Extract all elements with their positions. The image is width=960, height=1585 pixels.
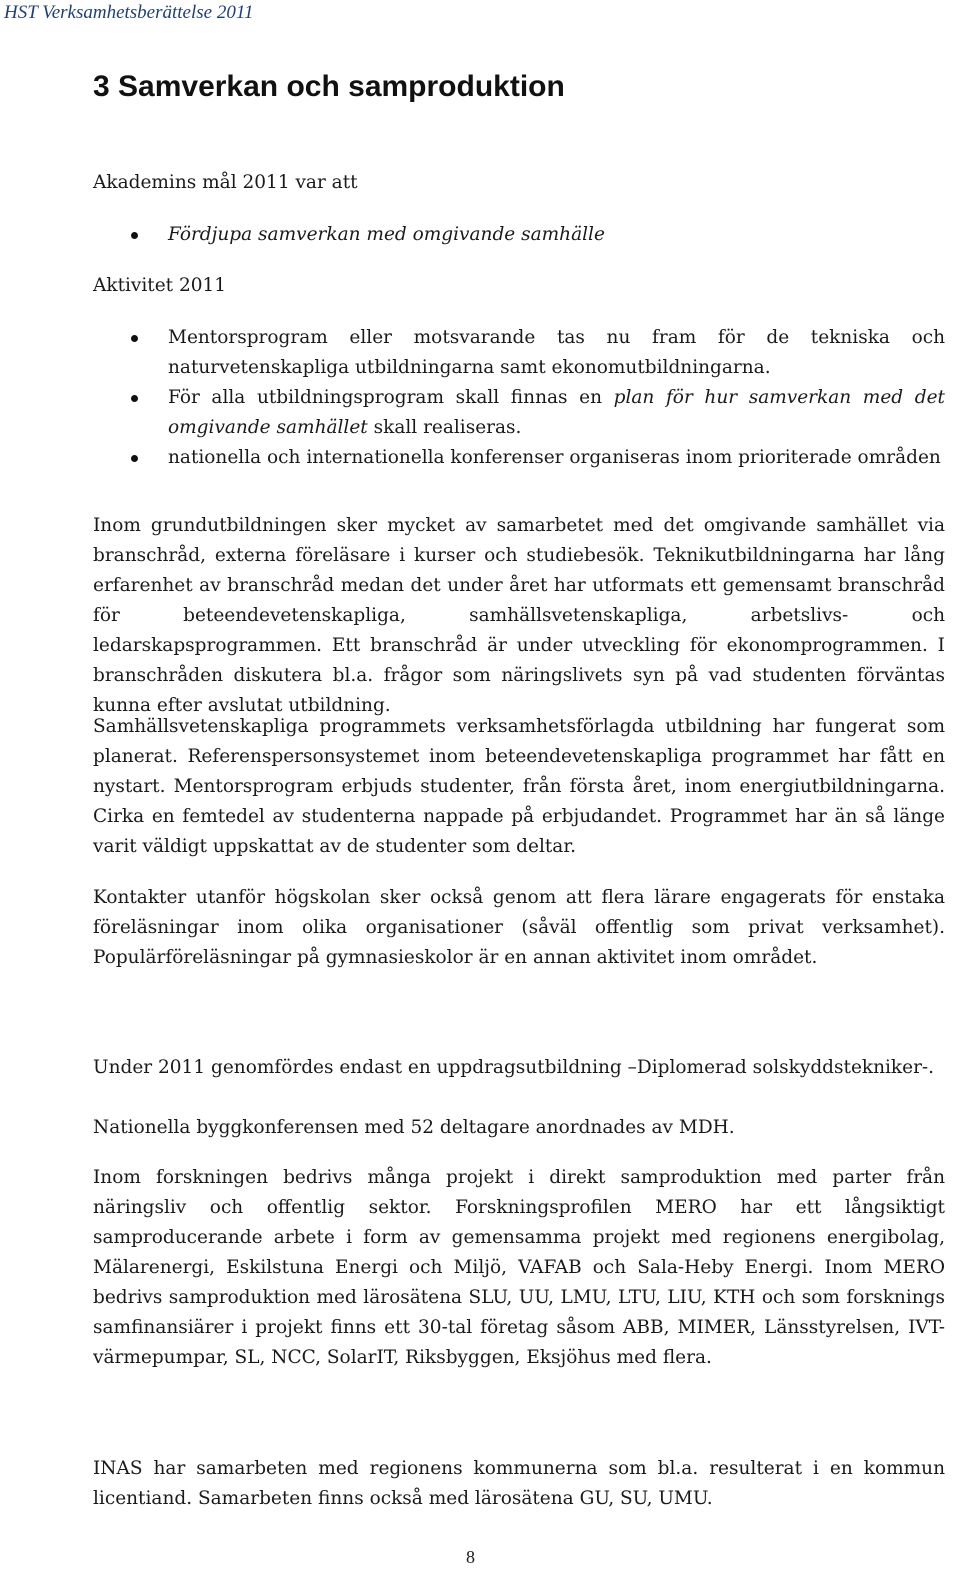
bullet-icon: [131, 335, 138, 342]
bullet-icon: [131, 455, 138, 462]
paragraph-grundutbildning: Inom grundutbildningen sker mycket av samarbetet med det omgivande samhället via branschråd, externa föreläsare i kurser och studiebesök. Teknikutbildningarna har lång erfarenhet av branschråd medan det under året har utformats ett gemensamt branschråd för beteendevetenskapliga, samhällsvetenskapliga, arbetslivs- och ledarskapsprogrammen. Ett branschråd är under utveckling för ekonomprogrammen. I branschråden diskutera bl.a. frågor som näringslivets syn på vad studenten förväntas kunna efter avslutat utbildning.: [93, 515, 945, 716]
goal-item: Fördjupa samverkan med omgivande samhälle: [93, 220, 945, 250]
activity-list: [93, 323, 945, 473]
activity-item: Mentorsprogram eller motsvarande tas nu fram för de tekniska och naturvetenskapliga utbildningarna samt ekonomutbildningarna.: [93, 323, 945, 383]
paragraph-byggkonferens: Nationella byggkonferensen med 52 deltagare anordnades av MDH.: [93, 1117, 735, 1138]
goals-list: [93, 220, 945, 250]
page-number: 8: [466, 1547, 475, 1567]
activity-heading: Aktivitet 2011: [93, 275, 227, 296]
bullet-icon: [131, 232, 138, 239]
paragraph-forskning: Inom forskningen bedrivs många projekt i direkt samproduktion med parter från näringsliv och offentlig sektor. Forskningsprofilen MERO har ett långsiktigt samproducerande arbete i form av gemensamma projekt med regionens energibolag, Mälarenergi, Eskilstuna Energi och Miljö, VAFAB och Sala-Heby Energi. Inom MERO bedrivs samproduktion med lärosätena SLU, UU, LMU, LTU, LIU, KTH och som forsknings samfinansiärer i projekt finns ett 30-tal företag såsom ABB, MIMER, Länsstyrelsen, IVT-värmepumpar, SL, NCC, SolarIT, Riksbyggen, Eksjöhus med flera.: [93, 1167, 945, 1368]
bullet-icon: [131, 395, 138, 402]
paragraph-kontakter: Kontakter utanför högskolan sker också genom att flera lärare engagerats för enstaka föreläsningar inom olika organisationer (såväl offentlig som privat verksamhet). Populärföreläsningar på gymnasieskolor är en annan aktivitet inom området.: [93, 887, 945, 968]
running-header: HST Verksamhetsberättelse 2011: [4, 2, 254, 23]
paragraph-inas: INAS har samarbeten med regionens kommunerna som bl.a. resulterat i en kommun licentiand. Samarbeten finns också med lärosätena GU, SU, UMU.: [93, 1458, 945, 1509]
goals-intro: Akademins mål 2011 var att: [93, 172, 358, 193]
section-title: 3 Samverkan och samproduktion: [93, 70, 565, 103]
activity-item: För alla utbildningsprogram skall finnas en plan för hur samverkan med det omgivande samhället skall realiseras.: [93, 383, 945, 443]
paragraph-samhallsvetenskapliga: Samhällsvetenskapliga programmets verksamhetsförlagda utbildning har fungerat som planerat. Referenspersonsystemet inom beteendevetenskapliga programmet har fått en nystart. Mentorsprogram erbjuds studenter, från första året, inom energiutbildningarna. Cirka en femtedel av studenterna nappade på erbjudandet. Programmet har än så länge varit väldigt uppskattat av de studenter som deltar.: [93, 716, 945, 857]
paragraph-uppdragsutbildning: Under 2011 genomfördes endast en uppdragsutbildning –Diplomerad solskyddstekniker-.: [93, 1057, 935, 1078]
activity-item: nationella och internationella konferenser organiseras inom prioriterade områden: [93, 443, 945, 473]
